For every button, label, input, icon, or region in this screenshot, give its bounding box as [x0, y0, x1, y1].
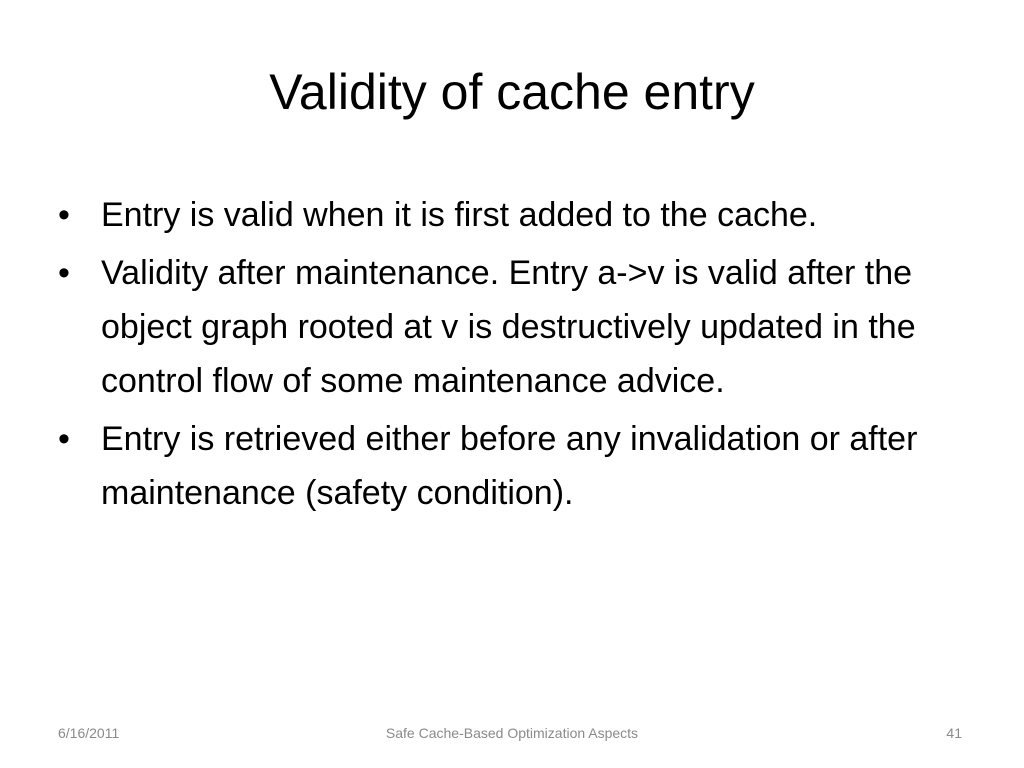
footer-page-number: 41 [946, 725, 962, 741]
bullet-item [58, 412, 958, 520]
bullet-list [58, 188, 958, 524]
bullet-text: Validity after maintenance. Entry a->v is valid after the object graph rooted at v is destructively updated in the control flow of some maintenance advice. [101, 254, 916, 400]
footer-date: 6/16/2011 [58, 725, 120, 741]
bullet-text: Entry is retrieved either before any invalidation or after maintenance (safety condition). [101, 420, 918, 512]
bullet-text: Entry is valid when it is first added to the cache. [101, 196, 818, 234]
bullet-item [58, 246, 958, 408]
slide-title: Validity of cache entry [269, 64, 755, 120]
bullet-item [58, 188, 958, 242]
bullet-marker: • [58, 254, 70, 292]
bullet-marker: • [58, 420, 70, 458]
footer-title: Safe Cache-Based Optimization Aspects [385, 725, 639, 741]
bullet-marker: • [58, 196, 70, 234]
